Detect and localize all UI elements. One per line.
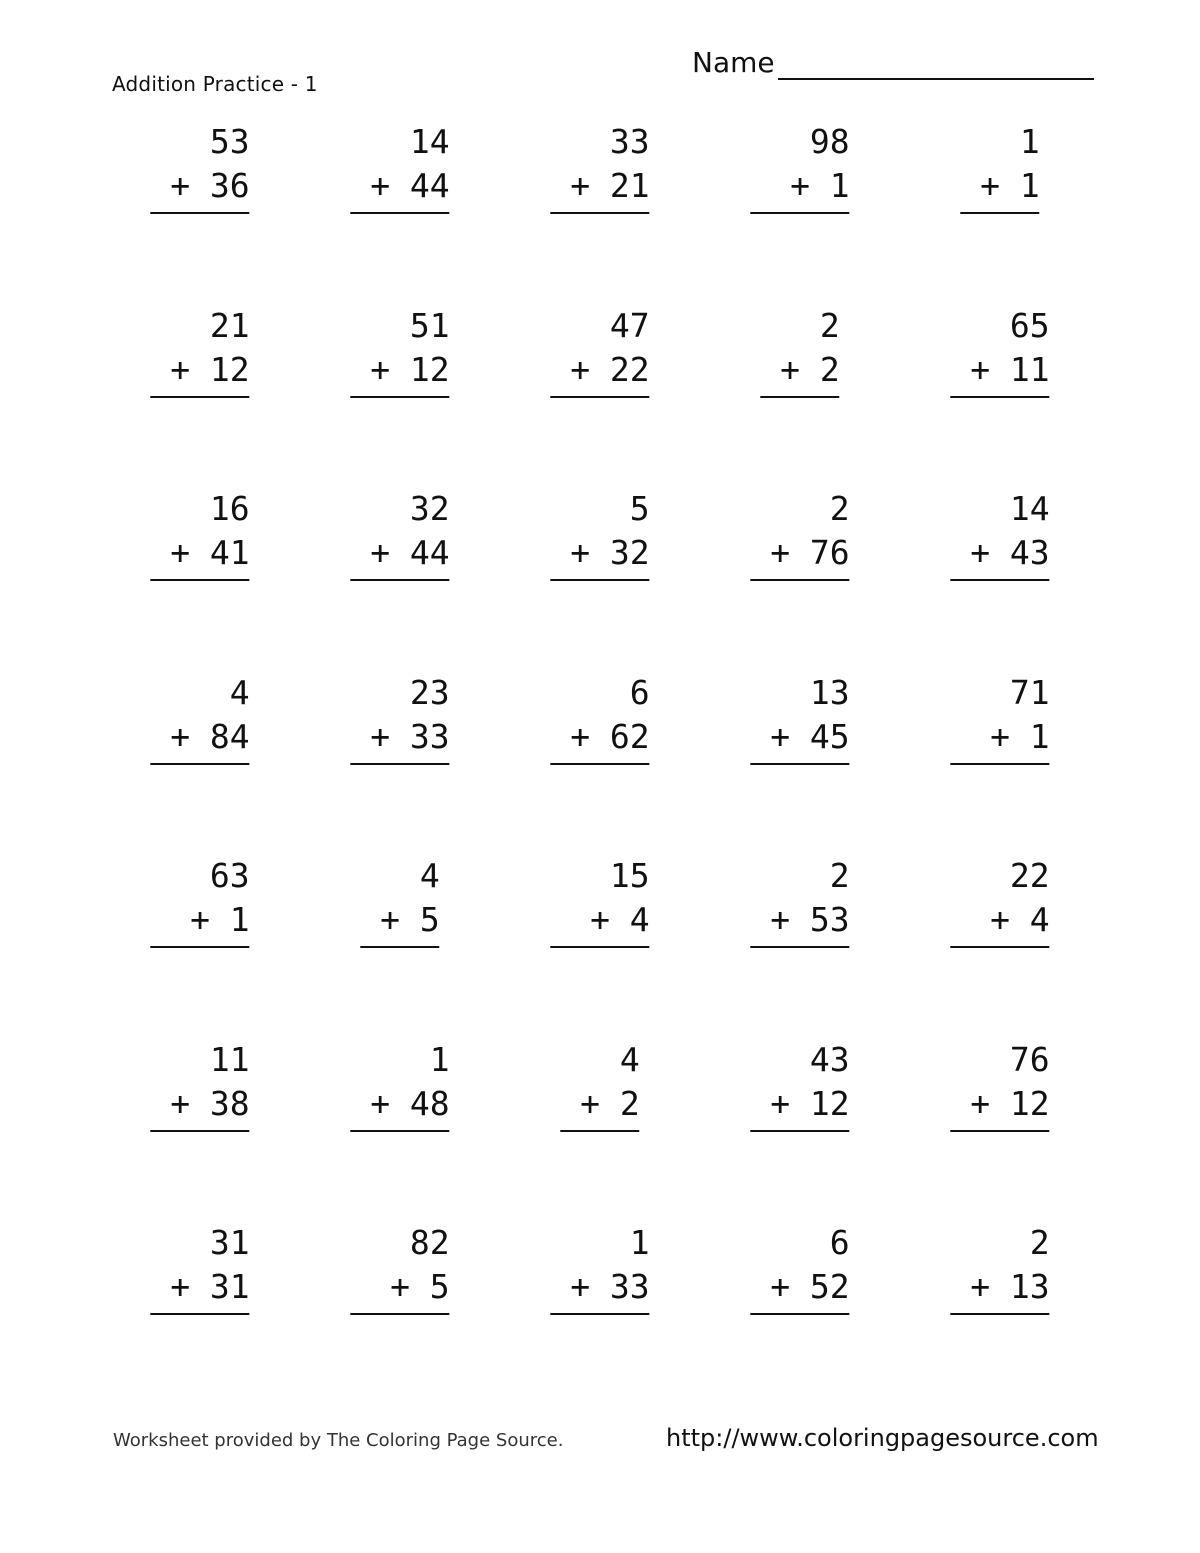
addition-problem <box>500 304 700 424</box>
addend-bottom: + 76 <box>750 531 849 581</box>
problem-body <box>350 487 449 581</box>
addition-problem <box>500 120 700 240</box>
problem-body <box>150 120 249 214</box>
addend-bottom: + 44 <box>350 164 449 214</box>
addend-bottom: + 52 <box>750 1265 849 1315</box>
addend-top: 1 <box>550 1223 650 1262</box>
addition-problem <box>300 120 500 240</box>
addition-problem <box>900 1221 1100 1341</box>
addition-problem <box>100 1038 300 1158</box>
name-field[interactable] <box>692 46 1094 86</box>
problem-body <box>550 487 649 581</box>
problem-body <box>150 304 249 398</box>
addend-top: 6 <box>550 672 650 712</box>
addend-bottom: + 38 <box>150 1082 249 1132</box>
addition-problem <box>100 854 300 974</box>
addend-top: 6 <box>750 1223 850 1262</box>
addend-top: 4 <box>360 856 440 895</box>
addition-problem <box>900 854 1100 974</box>
addition-problem <box>300 671 500 791</box>
addend-bottom: + 1 <box>750 164 849 214</box>
addition-problem <box>900 1038 1100 1158</box>
addend-top: 2 <box>760 305 840 345</box>
addend-top: 2 <box>950 1223 1050 1262</box>
problem-body <box>360 854 439 948</box>
problem-body <box>550 1221 649 1315</box>
addition-problem <box>500 1038 700 1158</box>
problem-body <box>150 1038 249 1132</box>
addend-bottom: + 11 <box>950 348 1049 398</box>
addend-top: 71 <box>950 672 1050 712</box>
addend-bottom: + 4 <box>550 898 649 948</box>
addend-top: 51 <box>350 305 450 345</box>
problem-body <box>150 487 249 581</box>
problem-body <box>350 304 449 398</box>
problem-body <box>550 304 649 398</box>
addition-problem <box>100 304 300 424</box>
addend-bottom: + 12 <box>150 348 249 398</box>
addend-bottom: + 13 <box>950 1265 1049 1315</box>
problem-body <box>350 120 449 214</box>
addend-top: 65 <box>950 305 1050 345</box>
addend-bottom: + 4 <box>950 898 1049 948</box>
addend-top: 22 <box>950 856 1050 895</box>
addition-problem <box>700 1038 900 1158</box>
addend-bottom: + 5 <box>350 1265 449 1315</box>
problem-row <box>100 120 1100 304</box>
addend-top: 82 <box>350 1223 450 1262</box>
problem-row <box>100 854 1100 1038</box>
addend-top: 31 <box>150 1223 250 1262</box>
addend-top: 13 <box>750 672 850 712</box>
addition-problem <box>700 671 900 791</box>
problem-body <box>760 304 839 398</box>
footer-url[interactable]: http://www.coloringpagesource.com <box>666 1424 1099 1452</box>
problem-row <box>100 671 1100 855</box>
addition-problem <box>500 671 700 791</box>
problem-body <box>950 854 1049 948</box>
addend-top: 76 <box>950 1039 1050 1079</box>
addition-problem <box>900 304 1100 424</box>
problem-body <box>350 1221 449 1315</box>
addend-bottom: + 12 <box>350 348 449 398</box>
addend-bottom: + 12 <box>750 1082 849 1132</box>
addend-top: 2 <box>750 856 850 895</box>
addend-top: 1 <box>960 122 1040 161</box>
addend-bottom: + 32 <box>550 531 649 581</box>
addition-problem <box>900 671 1100 791</box>
addend-bottom: + 43 <box>950 531 1049 581</box>
problem-body <box>150 854 249 948</box>
addition-problem <box>700 1221 900 1341</box>
addition-problem <box>300 1221 500 1341</box>
addend-top: 23 <box>350 672 450 712</box>
addend-top: 14 <box>350 122 450 161</box>
addend-top: 15 <box>550 856 650 895</box>
problem-row <box>100 487 1100 671</box>
problem-body <box>950 1221 1049 1315</box>
addend-top: 16 <box>150 489 250 528</box>
addition-problem <box>300 304 500 424</box>
addend-bottom: + 2 <box>760 348 839 398</box>
problem-body <box>750 120 849 214</box>
addend-bottom: + 21 <box>550 164 649 214</box>
addition-problem <box>700 120 900 240</box>
addend-bottom: + 62 <box>550 715 649 765</box>
addend-top: 98 <box>750 122 850 161</box>
problem-row <box>100 1038 1100 1222</box>
problem-body <box>350 1038 449 1132</box>
problem-row <box>100 304 1100 488</box>
problem-body <box>950 1038 1049 1132</box>
addend-top: 11 <box>150 1039 250 1079</box>
addition-problem <box>500 487 700 607</box>
addend-bottom: + 12 <box>950 1082 1049 1132</box>
addend-bottom: + 45 <box>750 715 849 765</box>
addend-top: 4 <box>150 672 250 712</box>
addend-bottom: + 33 <box>550 1265 649 1315</box>
problem-body <box>950 304 1049 398</box>
addend-bottom: + 44 <box>350 531 449 581</box>
problem-body <box>560 1038 639 1132</box>
problem-grid <box>100 120 1100 1405</box>
addend-bottom: + 53 <box>750 898 849 948</box>
addend-top: 5 <box>550 489 650 528</box>
problem-body <box>550 120 649 214</box>
addition-problem <box>900 487 1100 607</box>
addition-problem <box>500 1221 700 1341</box>
problem-body <box>750 487 849 581</box>
addition-problem <box>300 854 500 974</box>
addend-top: 53 <box>150 122 250 161</box>
addition-problem <box>100 120 300 240</box>
addition-problem <box>300 1038 500 1158</box>
problem-body <box>150 1221 249 1315</box>
problem-body <box>950 487 1049 581</box>
addend-bottom: + 1 <box>960 164 1039 214</box>
problem-body <box>750 1221 849 1315</box>
problem-body <box>750 854 849 948</box>
problem-body <box>950 671 1049 765</box>
addend-bottom: + 36 <box>150 164 249 214</box>
problem-body <box>750 671 849 765</box>
problem-body <box>350 671 449 765</box>
addition-problem <box>500 854 700 974</box>
addend-bottom: + 5 <box>360 898 439 948</box>
addend-top: 47 <box>550 305 650 345</box>
addend-top: 1 <box>350 1039 450 1079</box>
addend-top: 32 <box>350 489 450 528</box>
addition-problem <box>700 854 900 974</box>
name-blank-line[interactable] <box>778 78 1094 80</box>
addend-top: 63 <box>150 856 250 895</box>
addend-top: 4 <box>560 1039 640 1079</box>
addition-problem <box>900 120 1100 240</box>
addend-bottom: + 1 <box>150 898 249 948</box>
addend-bottom: + 48 <box>350 1082 449 1132</box>
addition-problem <box>100 487 300 607</box>
addend-bottom: + 31 <box>150 1265 249 1315</box>
addend-bottom: + 41 <box>150 531 249 581</box>
problem-row <box>100 1221 1100 1405</box>
addition-problem <box>700 487 900 607</box>
addition-problem <box>300 487 500 607</box>
addend-top: 33 <box>550 122 650 161</box>
addend-bottom: + 1 <box>950 715 1049 765</box>
problem-body <box>960 120 1039 214</box>
problem-body <box>150 671 249 765</box>
footer-credit: Worksheet provided by The Coloring Page Source. <box>113 1430 564 1451</box>
addition-problem <box>100 671 300 791</box>
worksheet-title: Addition Practice - 1 <box>112 72 318 96</box>
addend-bottom: + 33 <box>350 715 449 765</box>
problem-body <box>550 671 649 765</box>
addend-bottom: + 2 <box>560 1082 639 1132</box>
addend-top: 21 <box>150 305 250 345</box>
addend-top: 43 <box>750 1039 850 1079</box>
addend-top: 2 <box>750 489 850 528</box>
problem-body <box>550 854 649 948</box>
addition-problem <box>700 304 900 424</box>
problem-body <box>750 1038 849 1132</box>
addend-bottom: + 22 <box>550 348 649 398</box>
addend-top: 14 <box>950 489 1050 528</box>
name-label: Name <box>692 46 775 79</box>
addend-bottom: + 84 <box>150 715 249 765</box>
addition-problem <box>100 1221 300 1341</box>
